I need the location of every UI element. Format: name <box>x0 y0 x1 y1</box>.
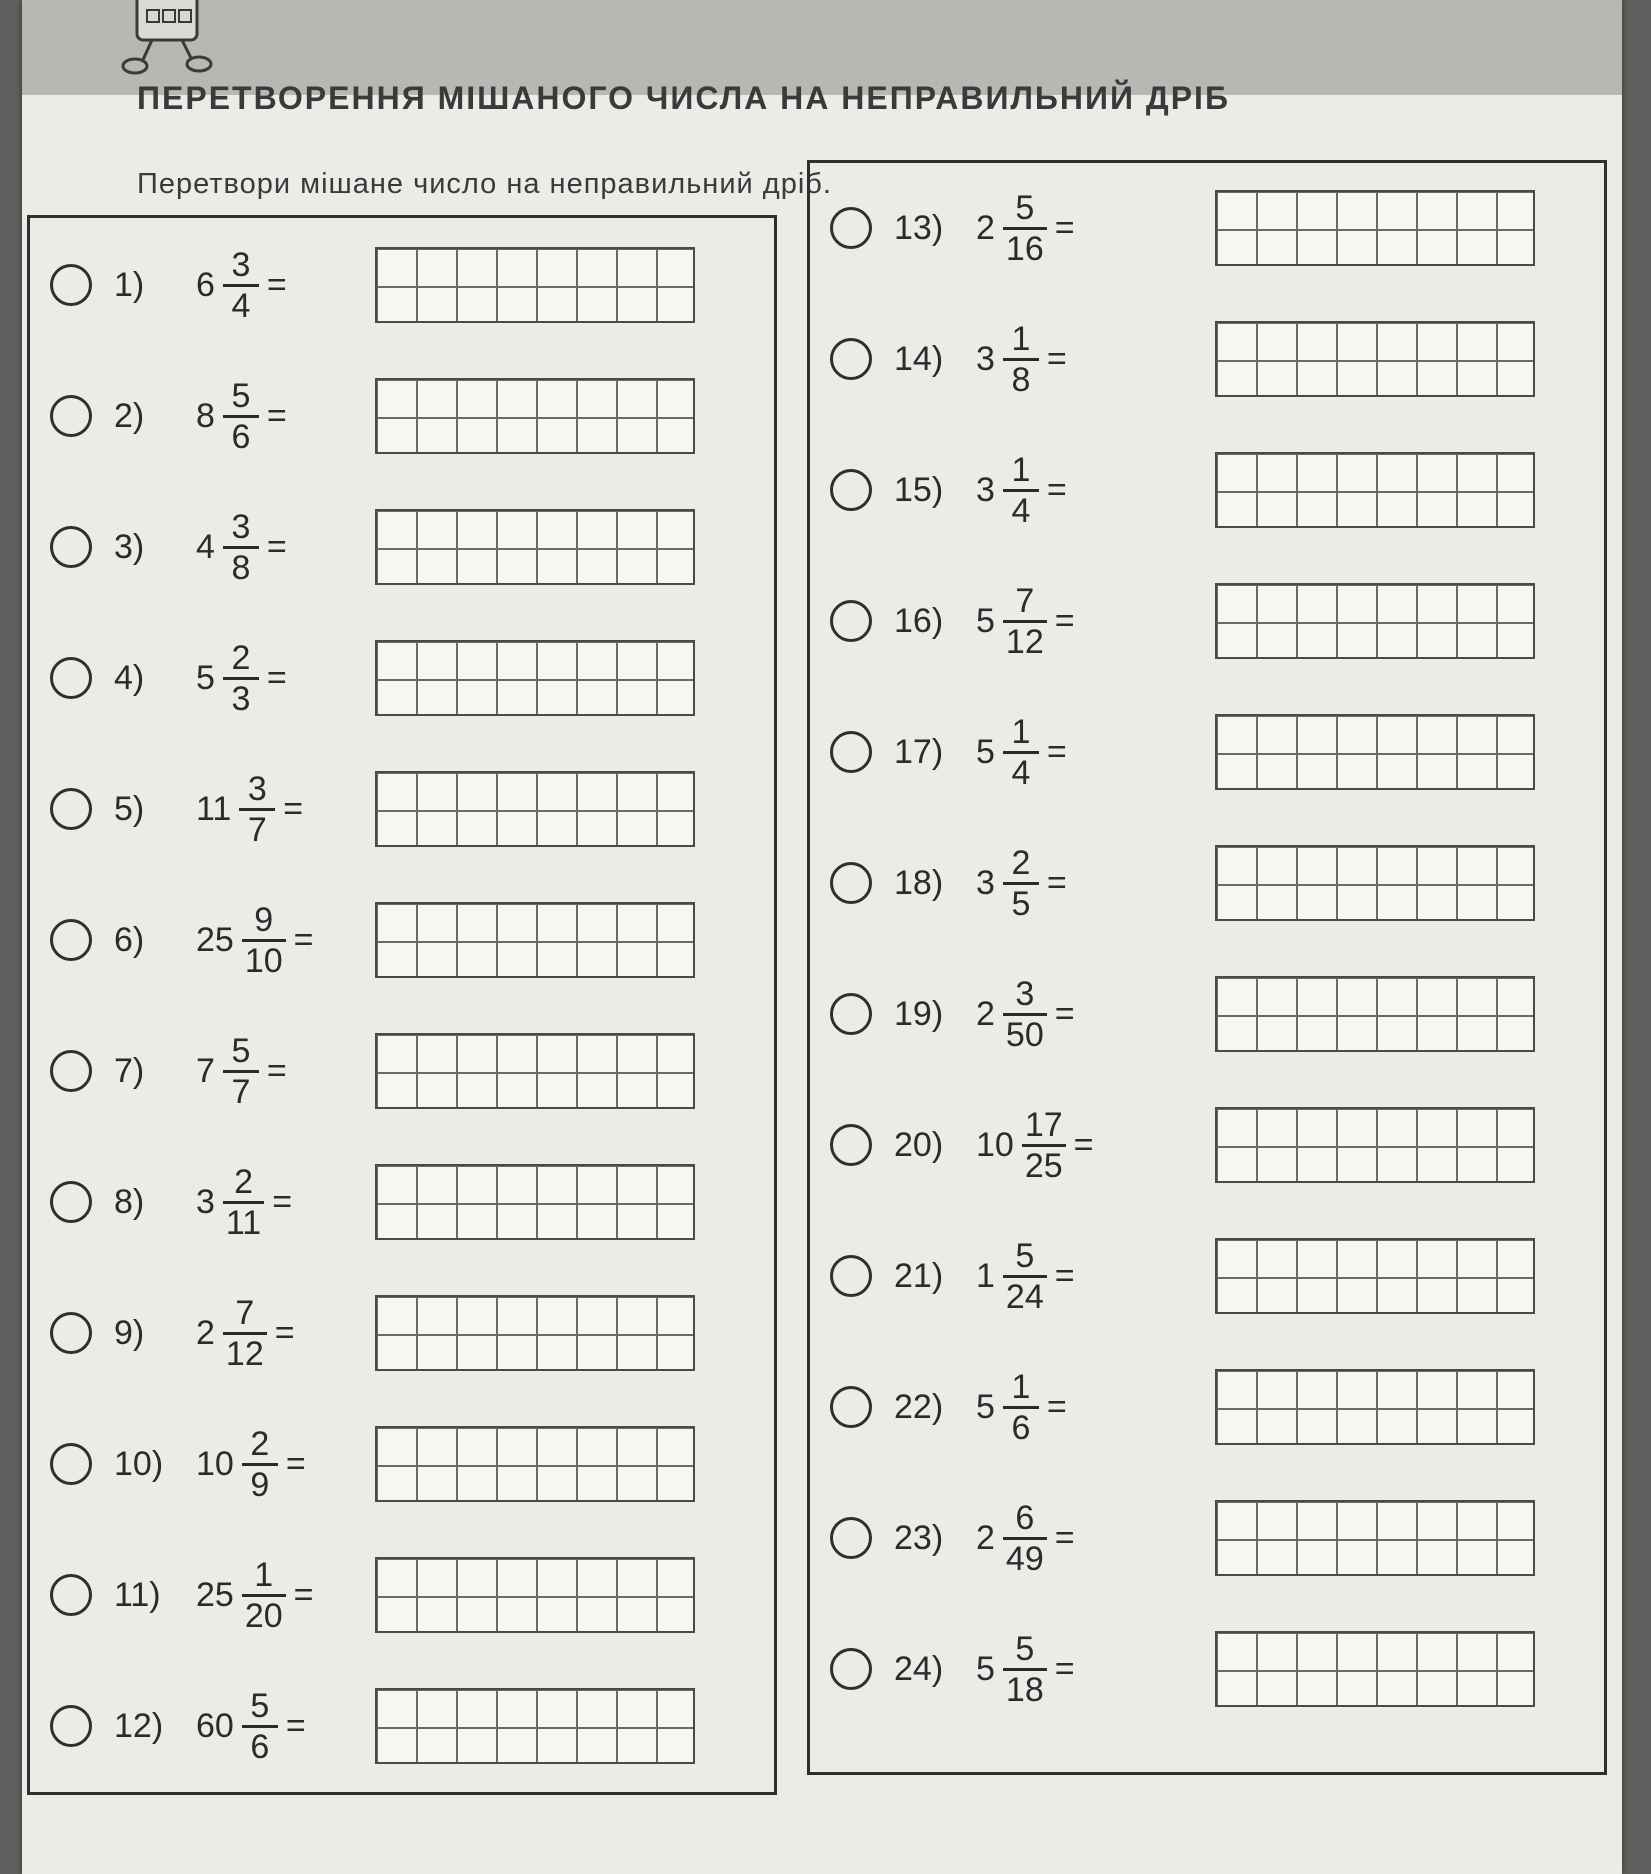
numerator: 6 <box>1015 1498 1035 1537</box>
equals-sign: = <box>283 789 304 828</box>
whole-part: 2 <box>976 1518 995 1557</box>
fraction <box>1022 1106 1066 1185</box>
numerator: 5 <box>231 1031 251 1070</box>
answer-grid[interactable] <box>1215 190 1535 266</box>
whole-part: 3 <box>976 863 995 902</box>
exercise-number: 13) <box>894 208 944 247</box>
answer-radio[interactable] <box>830 338 872 380</box>
fraction <box>223 246 259 325</box>
exercise-row <box>830 959 1075 1069</box>
whole-part: 5 <box>976 732 995 771</box>
whole-part: 4 <box>196 527 215 566</box>
whole-part: 8 <box>196 396 215 435</box>
exercise-row <box>50 230 287 340</box>
equals-sign: = <box>266 265 287 304</box>
equals-sign: = <box>293 1575 314 1614</box>
denominator: 8 <box>1011 360 1031 399</box>
whole-part: 3 <box>196 1182 215 1221</box>
exercise-row <box>50 1147 292 1257</box>
equals-sign: = <box>1054 1649 1075 1688</box>
mixed-number <box>976 844 1067 923</box>
instruction-text: Перетвори мішане число на неправильний дріб. <box>137 168 832 200</box>
mixed-number <box>196 639 287 718</box>
answer-grid[interactable] <box>375 771 695 847</box>
fraction <box>223 639 259 718</box>
exercise-number: 20) <box>894 1125 944 1164</box>
answer-grid[interactable] <box>375 640 695 716</box>
mixed-number <box>196 770 303 849</box>
whole-part: 6 <box>196 265 215 304</box>
mixed-number <box>976 1630 1075 1709</box>
answer-radio[interactable] <box>830 1255 872 1297</box>
exercise-row <box>830 1614 1075 1724</box>
fraction <box>1003 451 1039 530</box>
fraction <box>242 1687 278 1766</box>
denominator: 11 <box>225 1203 262 1242</box>
equals-sign: = <box>293 920 314 959</box>
answer-radio[interactable] <box>50 395 92 437</box>
numerator: 5 <box>1015 188 1035 227</box>
exercise-row <box>50 1409 306 1519</box>
exercise-number: 24) <box>894 1649 944 1688</box>
equals-sign: = <box>285 1444 306 1483</box>
denominator: 50 <box>1005 1015 1044 1054</box>
equals-sign: = <box>266 396 287 435</box>
answer-radio[interactable] <box>830 469 872 511</box>
whole-part: 10 <box>196 1444 234 1483</box>
answer-radio[interactable] <box>50 1050 92 1092</box>
exercise-row <box>830 1221 1075 1331</box>
answer-grid[interactable] <box>1215 321 1535 397</box>
mixed-number <box>196 1556 314 1635</box>
answer-radio[interactable] <box>50 1705 92 1747</box>
denominator: 5 <box>1011 884 1031 923</box>
equals-sign: = <box>1054 1256 1075 1295</box>
exercise-row <box>50 885 314 995</box>
fraction <box>1003 1368 1039 1447</box>
numerator: 9 <box>254 900 274 939</box>
whole-part: 2 <box>976 994 995 1033</box>
answer-grid[interactable] <box>375 247 695 323</box>
answer-radio[interactable] <box>50 657 92 699</box>
answer-grid[interactable] <box>1215 583 1535 659</box>
fraction <box>1003 189 1047 268</box>
answer-radio[interactable] <box>50 1312 92 1354</box>
worksheet-page <box>22 0 1622 1874</box>
answer-grid[interactable] <box>375 902 695 978</box>
fraction <box>1003 582 1047 661</box>
exercise-row <box>830 173 1075 283</box>
mixed-number <box>196 1032 287 1111</box>
exercise-number: 18) <box>894 863 944 902</box>
equals-sign: = <box>274 1313 295 1352</box>
denominator: 7 <box>231 1072 251 1111</box>
exercise-row <box>830 828 1067 938</box>
denominator: 8 <box>231 548 251 587</box>
denominator: 9 <box>250 1465 270 1504</box>
answer-radio[interactable] <box>830 731 872 773</box>
numerator: 5 <box>231 376 251 415</box>
numerator: 2 <box>250 1424 270 1463</box>
numerator: 17 <box>1024 1105 1063 1144</box>
numerator: 5 <box>1015 1629 1035 1668</box>
numerator: 2 <box>234 1162 254 1201</box>
calculator-mascot-icon <box>97 0 237 80</box>
equals-sign: = <box>1046 470 1067 509</box>
equals-sign: = <box>1073 1125 1094 1164</box>
exercise-number: 2) <box>114 396 145 435</box>
answer-grid[interactable] <box>375 1426 695 1502</box>
answer-radio[interactable] <box>830 1124 872 1166</box>
exercise-number: 5) <box>114 789 145 828</box>
whole-part: 5 <box>976 601 995 640</box>
exercise-row <box>830 304 1067 414</box>
exercise-row <box>830 697 1067 807</box>
exercise-row <box>830 1352 1067 1462</box>
answer-radio[interactable] <box>830 993 872 1035</box>
fraction <box>1003 844 1039 923</box>
fraction <box>242 1556 286 1635</box>
numerator: 3 <box>1015 974 1035 1013</box>
whole-part: 60 <box>196 1706 234 1745</box>
exercise-number: 23) <box>894 1518 944 1557</box>
fraction <box>242 901 286 980</box>
exercise-number: 16) <box>894 601 944 640</box>
fraction <box>239 770 275 849</box>
answer-grid[interactable] <box>1215 1631 1535 1707</box>
whole-part: 2 <box>976 208 995 247</box>
answer-grid[interactable] <box>1215 1369 1535 1445</box>
answer-grid[interactable] <box>1215 1107 1535 1183</box>
fraction <box>1003 1630 1047 1709</box>
exercise-number: 3) <box>114 527 145 566</box>
answer-radio[interactable] <box>50 526 92 568</box>
fraction <box>1003 975 1047 1054</box>
numerator: 3 <box>231 245 251 284</box>
equals-sign: = <box>1046 863 1067 902</box>
exercise-number: 9) <box>114 1313 145 1352</box>
equals-sign: = <box>1054 1518 1075 1557</box>
denominator: 49 <box>1005 1539 1044 1578</box>
mixed-number <box>976 1106 1094 1185</box>
exercise-row <box>830 435 1067 545</box>
exercise-number: 4) <box>114 658 145 697</box>
mixed-number <box>196 377 287 456</box>
whole-part: 5 <box>196 658 215 697</box>
mixed-number <box>976 1368 1067 1447</box>
whole-part: 25 <box>196 1575 234 1614</box>
denominator: 18 <box>1005 1670 1044 1709</box>
mixed-number <box>196 901 314 980</box>
fraction <box>1003 320 1039 399</box>
exercise-number: 1) <box>114 265 145 304</box>
mixed-number <box>976 1237 1075 1316</box>
answer-radio[interactable] <box>830 1386 872 1428</box>
exercise-row <box>50 361 287 471</box>
numerator: 1 <box>1011 1367 1031 1406</box>
mixed-number <box>196 508 287 587</box>
exercise-row <box>50 1671 306 1781</box>
answer-radio[interactable] <box>50 788 92 830</box>
exercise-number: 11) <box>114 1575 161 1614</box>
answer-radio[interactable] <box>50 1443 92 1485</box>
numerator: 5 <box>1015 1236 1035 1275</box>
numerator: 5 <box>250 1686 270 1725</box>
answer-grid[interactable] <box>375 1557 695 1633</box>
numerator: 7 <box>235 1293 255 1332</box>
denominator: 4 <box>231 286 251 325</box>
whole-part: 2 <box>196 1313 215 1352</box>
whole-part: 1 <box>976 1256 995 1295</box>
fraction <box>1003 1499 1047 1578</box>
answer-grid[interactable] <box>1215 1238 1535 1314</box>
equals-sign: = <box>1046 1387 1067 1426</box>
answer-radio[interactable] <box>830 207 872 249</box>
whole-part: 3 <box>976 339 995 378</box>
answer-radio[interactable] <box>50 264 92 306</box>
exercise-number: 17) <box>894 732 944 771</box>
numerator: 3 <box>247 769 267 808</box>
exercise-row <box>50 623 287 733</box>
numerator: 1 <box>254 1555 274 1594</box>
answer-grid[interactable] <box>375 378 695 454</box>
answer-radio[interactable] <box>830 1648 872 1690</box>
answer-grid[interactable] <box>375 1033 695 1109</box>
denominator: 25 <box>1024 1146 1063 1185</box>
fraction <box>223 1032 259 1111</box>
whole-part: 10 <box>976 1125 1014 1164</box>
numerator: 2 <box>231 638 251 677</box>
answer-grid[interactable] <box>1215 976 1535 1052</box>
denominator: 6 <box>231 417 251 456</box>
whole-part: 25 <box>196 920 234 959</box>
denominator: 6 <box>1011 1408 1031 1447</box>
exercise-row <box>830 566 1075 676</box>
denominator: 10 <box>244 941 283 980</box>
mixed-number <box>196 1687 306 1766</box>
exercise-number: 12) <box>114 1706 164 1745</box>
answer-grid[interactable] <box>375 509 695 585</box>
denominator: 12 <box>1005 622 1044 661</box>
numerator: 7 <box>1015 581 1035 620</box>
numerator: 2 <box>1011 843 1031 882</box>
exercise-row <box>50 1540 314 1650</box>
answer-grid[interactable] <box>1215 714 1535 790</box>
denominator: 16 <box>1005 229 1044 268</box>
equals-sign: = <box>1054 208 1075 247</box>
fraction <box>223 377 259 456</box>
fraction <box>1003 1237 1047 1316</box>
fraction <box>1003 713 1039 792</box>
exercise-row <box>50 1016 287 1126</box>
exercise-row <box>830 1090 1094 1200</box>
whole-part: 5 <box>976 1387 995 1426</box>
exercise-row <box>50 492 287 602</box>
exercise-number: 22) <box>894 1387 944 1426</box>
mixed-number <box>196 246 287 325</box>
numerator: 1 <box>1011 319 1031 358</box>
fraction <box>223 1294 267 1373</box>
answer-radio[interactable] <box>50 1574 92 1616</box>
exercise-row <box>50 1278 295 1388</box>
whole-part: 11 <box>196 789 232 828</box>
answer-grid[interactable] <box>1215 452 1535 528</box>
answer-radio[interactable] <box>50 1181 92 1223</box>
answer-grid[interactable] <box>375 1688 695 1764</box>
equals-sign: = <box>266 527 287 566</box>
answer-radio[interactable] <box>830 1517 872 1559</box>
denominator: 20 <box>244 1596 283 1635</box>
answer-grid[interactable] <box>375 1164 695 1240</box>
equals-sign: = <box>1054 994 1075 1033</box>
exercise-number: 15) <box>894 470 944 509</box>
answer-grid[interactable] <box>1215 845 1535 921</box>
fraction <box>223 1163 264 1242</box>
numerator: 1 <box>1011 712 1031 751</box>
denominator: 3 <box>231 679 251 718</box>
fraction <box>223 508 259 587</box>
equals-sign: = <box>1046 339 1067 378</box>
exercise-number: 7) <box>114 1051 145 1090</box>
denominator: 4 <box>1011 753 1031 792</box>
exercise-number: 8) <box>114 1182 145 1221</box>
left-exercise-panel <box>27 215 777 1795</box>
mixed-number <box>976 320 1067 399</box>
right-exercise-panel <box>807 160 1607 1775</box>
equals-sign: = <box>272 1182 293 1221</box>
answer-radio[interactable] <box>830 862 872 904</box>
equals-sign: = <box>1054 601 1075 640</box>
equals-sign: = <box>285 1706 306 1745</box>
exercise-number: 14) <box>894 339 944 378</box>
answer-grid[interactable] <box>1215 1500 1535 1576</box>
mixed-number <box>976 713 1067 792</box>
denominator: 12 <box>225 1334 264 1373</box>
mixed-number <box>976 189 1075 268</box>
exercise-number: 10) <box>114 1444 164 1483</box>
page-title: ПЕРЕТВОРЕННЯ МІШАНОГО ЧИСЛА НА НЕПРАВИЛЬНИЙ ДРІБ <box>137 80 1230 116</box>
answer-radio[interactable] <box>830 600 872 642</box>
denominator: 24 <box>1005 1277 1044 1316</box>
mixed-number <box>196 1163 292 1242</box>
mixed-number <box>196 1425 306 1504</box>
mixed-number <box>196 1294 295 1373</box>
denominator: 4 <box>1011 491 1031 530</box>
exercise-row <box>830 1483 1075 1593</box>
whole-part: 7 <box>196 1051 215 1090</box>
equals-sign: = <box>1046 732 1067 771</box>
mixed-number <box>976 1499 1075 1578</box>
denominator: 7 <box>247 810 267 849</box>
equals-sign: = <box>266 658 287 697</box>
mixed-number <box>976 975 1075 1054</box>
mixed-number <box>976 451 1067 530</box>
exercise-number: 19) <box>894 994 944 1033</box>
answer-radio[interactable] <box>50 919 92 961</box>
mixed-number <box>976 582 1075 661</box>
answer-grid[interactable] <box>375 1295 695 1371</box>
exercise-number: 6) <box>114 920 145 959</box>
denominator: 6 <box>250 1727 270 1766</box>
numerator: 3 <box>231 507 251 546</box>
exercise-row <box>50 754 303 864</box>
exercise-number: 21) <box>894 1256 944 1295</box>
fraction <box>242 1425 278 1504</box>
numerator: 1 <box>1011 450 1031 489</box>
whole-part: 5 <box>976 1649 995 1688</box>
whole-part: 3 <box>976 470 995 509</box>
equals-sign: = <box>266 1051 287 1090</box>
